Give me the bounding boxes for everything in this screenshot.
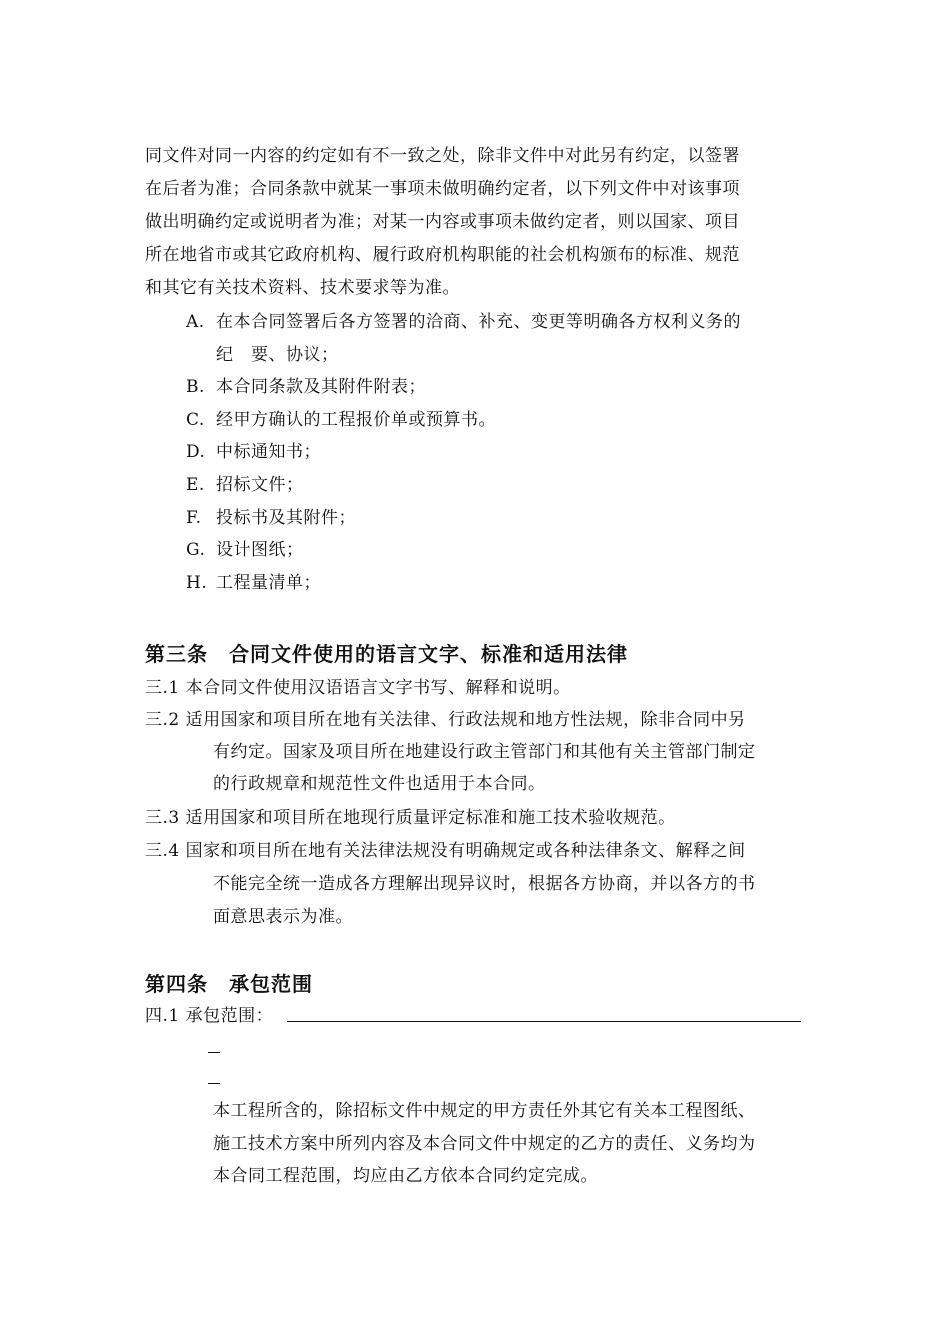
scope-blank-line bbox=[287, 1021, 801, 1022]
intro-line: 和其它有关技术资料、技术要求等为准。 bbox=[145, 278, 460, 298]
blank-dash bbox=[208, 1052, 220, 1053]
list-item-label: A. bbox=[186, 312, 205, 332]
clause-line: 不能完全统一造成各方理解出现异议时，根据各方协商，并以各方的书 bbox=[213, 874, 756, 894]
list-item-label: D. bbox=[186, 442, 206, 462]
list-item-label: B. bbox=[186, 377, 205, 397]
blank-dash bbox=[208, 1083, 220, 1084]
clause-line: 三.4 国家和项目所在地有关法律法规没有明确规定或各种法律条文、解释之间 bbox=[145, 841, 746, 861]
clause-line: 三.1 本合同文件使用汉语语言文字书写、解释和说明。 bbox=[145, 678, 571, 698]
clause-line: 面意思表示为准。 bbox=[213, 907, 353, 927]
list-item-label: F. bbox=[186, 508, 202, 528]
article-3-heading: 第三条 合同文件使用的语言文字、标准和适用法律 bbox=[145, 642, 628, 666]
list-item: 工程量清单； bbox=[216, 573, 321, 593]
intro-line: 做出明确约定或说明者为准；对某一内容或事项未做约定者，则以国家、项目 bbox=[145, 212, 740, 232]
list-item: 本合同条款及其附件附表； bbox=[216, 377, 426, 397]
list-item: 投标书及其附件； bbox=[216, 508, 356, 528]
clause-line: 三.2 适用国家和项目所在地有关法律、行政法规和地方性法规，除非合同中另 bbox=[145, 710, 746, 730]
article-4-heading: 第四条 承包范围 bbox=[145, 972, 313, 996]
list-item: 经甲方确认的工程报价单或预算书。 bbox=[216, 410, 496, 430]
scope-line: 本工程所含的，除招标文件中规定的甲方责任外其它有关本工程图纸、 bbox=[213, 1101, 756, 1121]
intro-line: 所在地省市或其它政府机构、履行政府机构职能的社会机构颁布的标准、规范 bbox=[145, 245, 740, 265]
list-item: 招标文件； bbox=[216, 475, 304, 495]
list-item-label: C. bbox=[186, 410, 205, 430]
clause-line: 的行政规章和规范性文件也适用于本合同。 bbox=[213, 774, 546, 794]
clause-line: 三.3 适用国家和项目所在地现行质量评定标准和施工技术验收规范。 bbox=[145, 808, 676, 828]
list-item: 纪 要、协议； bbox=[216, 345, 339, 365]
list-item-label: E. bbox=[186, 475, 205, 495]
scope-line: 施工技术方案中所列内容及本合同文件中规定的乙方的责任、义务均为 bbox=[213, 1134, 756, 1154]
clause-line: 有约定。国家及项目所在地建设行政主管部门和其他有关主管部门制定 bbox=[213, 742, 756, 762]
list-item: 在本合同签署后各方签署的洽商、补充、变更等明确各方权利义务的 bbox=[216, 312, 741, 332]
intro-line: 同文件对同一内容的约定如有不一致之处，除非文件中对此另有约定，以签署 bbox=[145, 146, 740, 166]
list-item-label: G. bbox=[186, 540, 206, 560]
list-item: 设计图纸； bbox=[216, 540, 304, 560]
scope-label: 四.1 承包范围： bbox=[145, 1006, 274, 1026]
list-item-label: H. bbox=[186, 573, 208, 593]
intro-line: 在后者为准；合同条款中就某一事项未做明确约定者，以下列文件中对该事项 bbox=[145, 179, 740, 199]
list-item: 中标通知书； bbox=[216, 442, 321, 462]
scope-line: 本合同工程范围，均应由乙方依本合同约定完成。 bbox=[213, 1166, 598, 1186]
